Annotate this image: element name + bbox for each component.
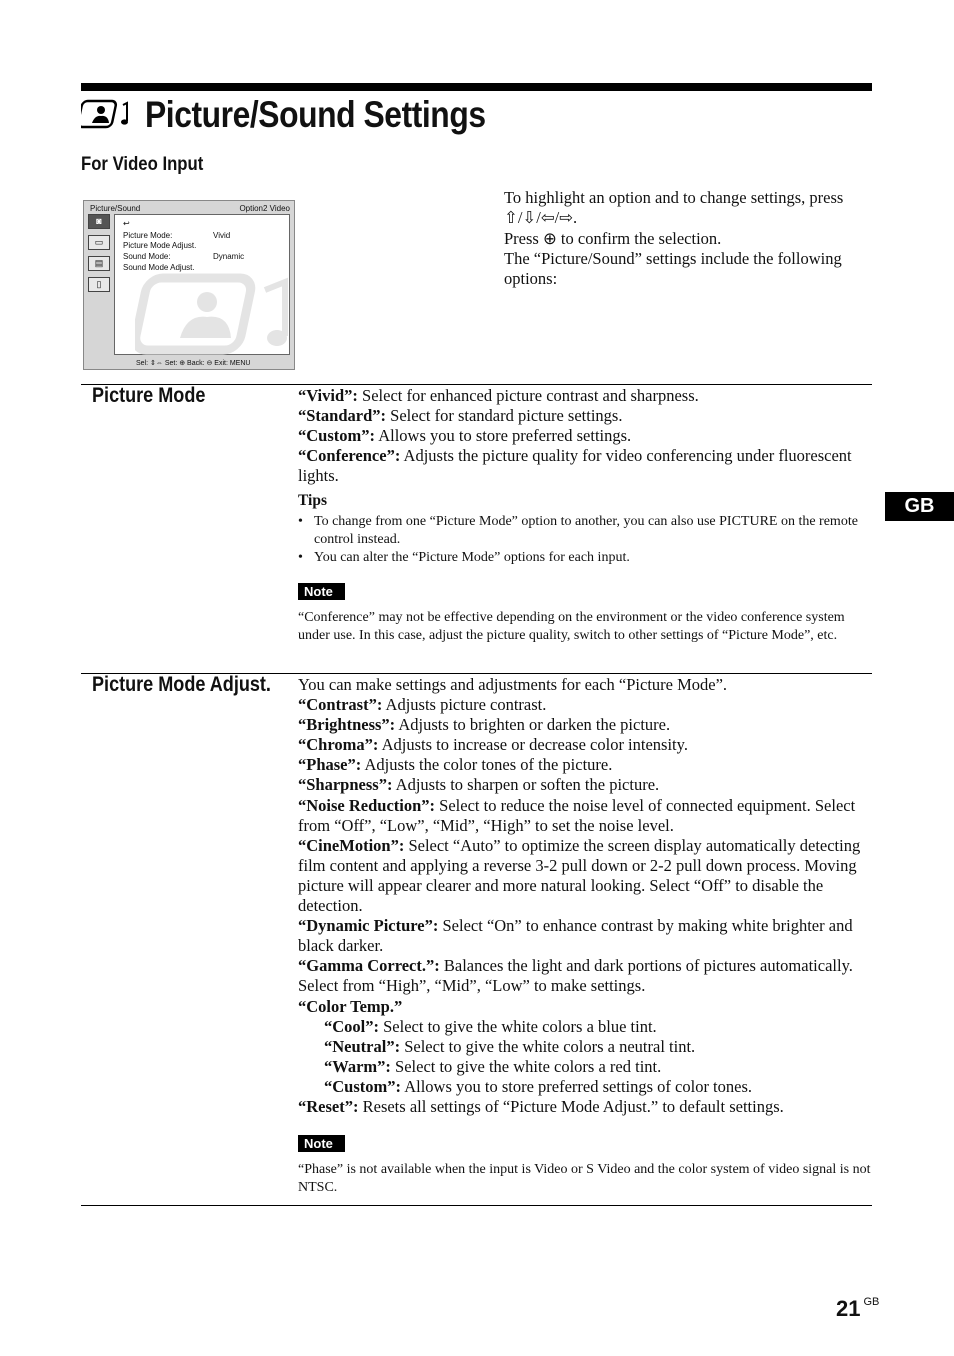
definition-item: “Contrast”: Adjusts picture contrast. bbox=[298, 695, 547, 715]
definition-item: “Neutral”: Select to give the white colors a neutral tint. bbox=[324, 1036, 696, 1056]
osd-input-label: Option2 Video bbox=[239, 204, 290, 213]
definition-item: “Warm”: Select to give the white colors a red tint. bbox=[324, 1056, 662, 1076]
picture-mode-body bbox=[298, 386, 872, 645]
definition-item: “Sharpness”: Adjusts to sharpen or soften the picture. bbox=[298, 775, 660, 795]
tip-item: • To change from one “Picture Mode” option to another, you can also use PICTURE on the remote control instead. bbox=[298, 513, 872, 549]
note-badge: Note bbox=[298, 1135, 345, 1152]
section-divider bbox=[81, 1205, 872, 1206]
osd-header-title: Picture/Sound bbox=[90, 204, 141, 213]
osd-row: Sound Mode: Dynamic bbox=[123, 252, 245, 261]
definition-item: “CineMotion”: Select “Auto” to optimize the screen display automatically detecting film content and applying a reverse 3-2 pull down or 2-2 pull down process. Moving picture will appear clearer and more natural looking. Select “Off” to disable the detection. bbox=[298, 835, 861, 916]
definition-item: “Reset”: Resets all settings of “Picture Mode Adjust.” to default settings. bbox=[298, 1096, 784, 1116]
osd-menu-illustration bbox=[83, 200, 295, 370]
osd-footer-help: Sel: ⇕⇔ Set: ⊕ Back: ⊖ Exit: MENU bbox=[136, 360, 251, 367]
setup-menu-icon: ▤ bbox=[88, 256, 110, 271]
definition-item: “Dynamic Picture”: Select “On” to enhance contrast by making white brighter and black darker. bbox=[298, 916, 853, 956]
section-title-picture-mode-adjust: Picture Mode Adjust. bbox=[92, 673, 271, 696]
top-rule bbox=[81, 83, 872, 91]
osd-header bbox=[90, 204, 290, 213]
osd-row: Sound Mode Adjust. bbox=[123, 263, 195, 272]
definition-item: “Conference”: Adjusts the picture quality for video conferencing under fluorescent lights. bbox=[298, 446, 852, 486]
note-badge: Note bbox=[298, 583, 345, 600]
watermark-icon bbox=[135, 270, 300, 358]
osd-content-panel bbox=[114, 214, 290, 355]
page-number: 21 $^{GB}$ bbox=[836, 1296, 880, 1321]
definition-item: “Noise Reduction”: Select to reduce the noise level of connected equipment. Select from “Off”, “Low”, “Mid”, “High” to set the noise level. bbox=[298, 795, 856, 835]
definition-item: “Brightness”: Adjusts to brighten or darken the picture. bbox=[298, 715, 671, 735]
language-tab: GB bbox=[885, 492, 954, 521]
pc-menu-icon: ▯ bbox=[88, 277, 110, 292]
picture-sound-icon bbox=[81, 95, 137, 135]
enter-button-icon: ⊕ bbox=[542, 228, 557, 248]
tip-item: • You can alter the “Picture Mode” options for each input. bbox=[298, 549, 872, 567]
picture-sound-menu-icon: ◙ bbox=[88, 214, 110, 229]
definition-item: “Chroma”: Adjusts to increase or decrease color intensity. bbox=[298, 735, 688, 755]
color-temp-heading: “Color Temp.” bbox=[298, 996, 403, 1016]
definition-item: “Standard”: Select for standard picture settings. bbox=[298, 406, 623, 426]
arrow-keys-icon: ⇧/⇩/⇦/⇨. bbox=[504, 208, 578, 228]
definition-item: “Vivid”: Select for enhanced picture contrast and sharpness. bbox=[298, 386, 699, 405]
page-title: Picture/Sound Settings bbox=[81, 94, 541, 136]
note-text: “Phase” is not available when the input is Video or S Video and the color system of video signal is not NTSC. bbox=[298, 1162, 871, 1196]
section-title-picture-mode: Picture Mode bbox=[92, 384, 206, 407]
osd-back-icon: ↩ bbox=[123, 219, 130, 228]
definition-item: “Cool”: Select to give the white colors a blue tint. bbox=[324, 1016, 657, 1036]
osd-menu-icons bbox=[88, 214, 112, 298]
screen-menu-icon: ▭ bbox=[88, 235, 110, 250]
intro-text: To highlight an option and to change settings, press ⇧/⇩/⇦/⇨. Press ⊕ to confirm the selection. The “Picture/Sound” settings include the following options: bbox=[504, 188, 872, 289]
definition-item: “Custom”: Allows you to store preferred settings. bbox=[298, 426, 632, 446]
note-text: “Conference” may not be effective depending on the environment or the video conference system under use. In this case, adjust the picture quality, switch to other settings of “Picture Mode”, etc. bbox=[298, 609, 845, 643]
tips-heading: Tips bbox=[298, 492, 328, 510]
section-subheading: For Video Input bbox=[81, 154, 204, 175]
picture-mode-adjust-body bbox=[298, 675, 872, 1197]
osd-row: Picture Mode: Vivid bbox=[123, 231, 231, 240]
tips-list bbox=[298, 513, 872, 567]
definition-item: “Gamma Correct.”: Balances the light and dark portions of pictures automatically. Select from “High”, “Mid”, “Low” to make settings. bbox=[298, 956, 853, 996]
definition-item: “Custom”: Allows you to store preferred settings of color tones. bbox=[324, 1076, 753, 1096]
osd-row: Picture Mode Adjust. bbox=[123, 241, 197, 250]
definition-item: “Phase”: Adjusts the color tones of the picture. bbox=[298, 755, 613, 775]
section-intro: You can make settings and adjustments for each “Picture Mode”. bbox=[298, 675, 728, 694]
